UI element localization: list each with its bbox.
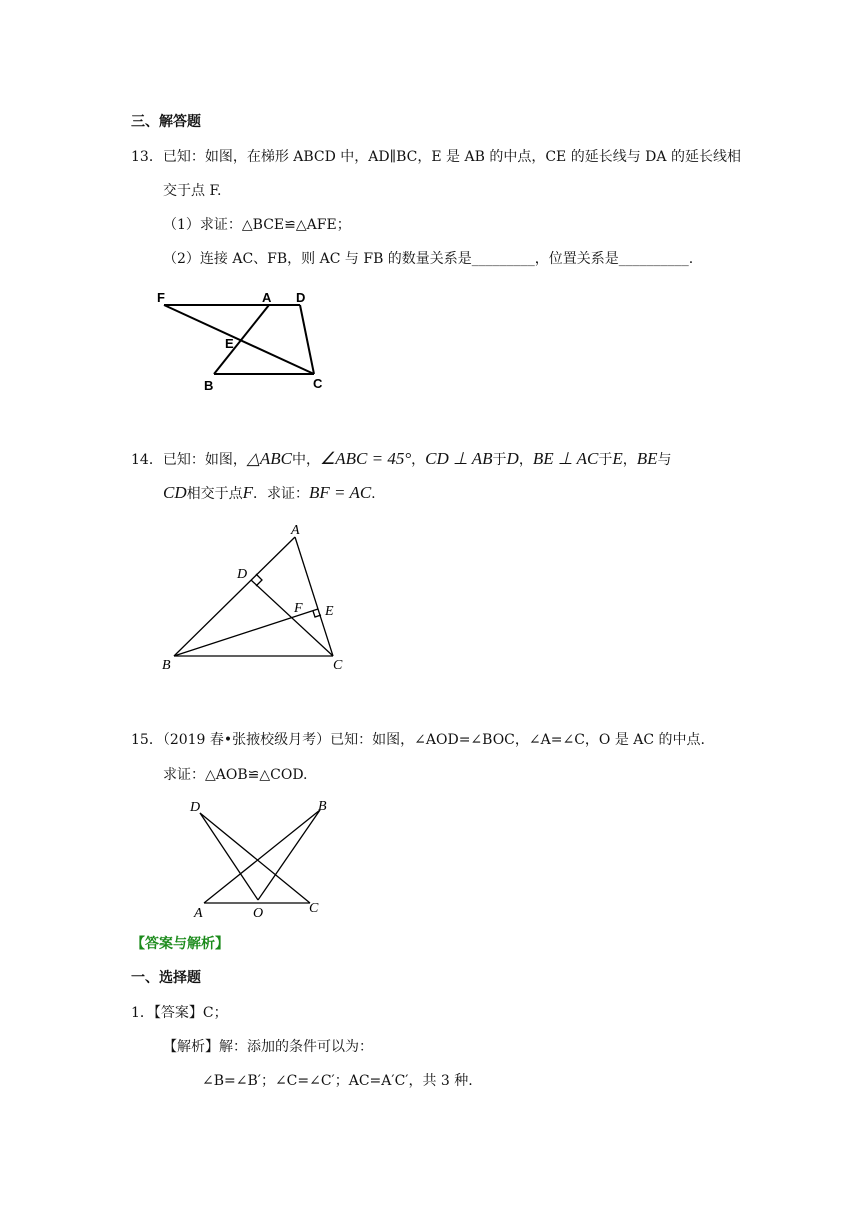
answer-header: 【答案与解析】 — [131, 936, 229, 952]
q13-part1: （1）求证：△BCE≌△AFE； — [163, 217, 351, 233]
q14-label-B: B — [162, 658, 171, 673]
q14-text: 于 — [598, 452, 613, 468]
section-title-solve: 三、解答题 — [131, 114, 201, 130]
q13-label-E: E — [225, 336, 234, 351]
q14-math-perp-be: BE ⊥ AC — [532, 449, 599, 468]
q13-trapezoid-figure — [150, 285, 340, 395]
q13-stem-line2: 交于点 F. — [163, 183, 222, 199]
q13-label-B: B — [204, 378, 214, 393]
q13-label-C: C — [313, 376, 323, 391]
q14-math-triangle: △ABC — [246, 449, 293, 468]
q14-math-perp-cd: CD ⊥ AB — [425, 449, 493, 468]
q14-label-F: F — [294, 601, 303, 616]
a1-conditions: ∠B=∠B′；∠C=∠C′；AC=A′C′，共 3 种. — [202, 1073, 473, 1089]
q15-label-O: O — [253, 906, 264, 921]
q14-stem-line1 — [131, 449, 671, 470]
q14-math-be: BE — [636, 449, 658, 468]
a1-analysis: 【解析】解：添加的条件可以为： — [163, 1039, 373, 1055]
q14-text: 已知：如图， — [162, 452, 247, 468]
q14-math-d: D — [506, 449, 519, 468]
q14-text: . — [371, 486, 376, 502]
q14-text: ， — [622, 452, 637, 468]
q15-stem-line1: 15．（2019 春•张掖校级月考）已知：如图，∠AOD=∠BOC，∠A=∠C，O 是 AC 的中点. — [131, 732, 706, 748]
q13-label-F: F — [157, 290, 165, 305]
q14-math-bf-ac: BF = AC — [309, 483, 372, 502]
q14-text: ．求证： — [253, 486, 310, 502]
q14-triangle-figure — [150, 515, 360, 680]
q14-text: ， — [411, 452, 426, 468]
q15-stem-line2: 求证：△AOB≌△COD. — [163, 767, 308, 783]
q14-math-cd: CD — [163, 483, 187, 502]
q13-stem-line1: 13．已知：如图，在梯形 ABCD 中，AD∥BC，E 是 AB 的中点，CE 的延长线与 DA 的延长线相 — [131, 149, 741, 165]
q14-text: 相交于点 — [186, 486, 243, 502]
q14-text: 与 — [657, 452, 672, 468]
q14-text: 于 — [492, 452, 507, 468]
q13-part2: （2）连接 AC、FB，则 AC 与 FB 的数量关系是_________，位置关系是__________. — [163, 251, 694, 267]
q14-math-f: F — [242, 483, 254, 502]
q14-label-A: A — [291, 523, 300, 538]
q14-label-C: C — [333, 658, 343, 673]
a1-answer: 1．【答案】C； — [131, 1005, 228, 1021]
q13-label-A: A — [262, 290, 272, 305]
q14-math-e: E — [612, 449, 623, 468]
q15-label-C: C — [309, 901, 319, 916]
q14-label-D: D — [237, 567, 248, 582]
section-title-choice: 一、选择题 — [131, 970, 201, 986]
q14-text: ， — [518, 452, 533, 468]
q15-label-B: B — [318, 799, 327, 814]
q15-label-A: A — [194, 906, 203, 921]
q14-number: 14． — [131, 452, 163, 468]
q15-figure — [180, 795, 340, 920]
q14-stem-line2 — [163, 483, 376, 504]
q13-label-D: D — [296, 290, 306, 305]
q14-text: 中， — [292, 452, 321, 468]
q14-label-E: E — [325, 604, 334, 619]
q14-math-angle: ∠ABC = 45° — [320, 449, 412, 468]
q15-label-D: D — [190, 800, 201, 815]
